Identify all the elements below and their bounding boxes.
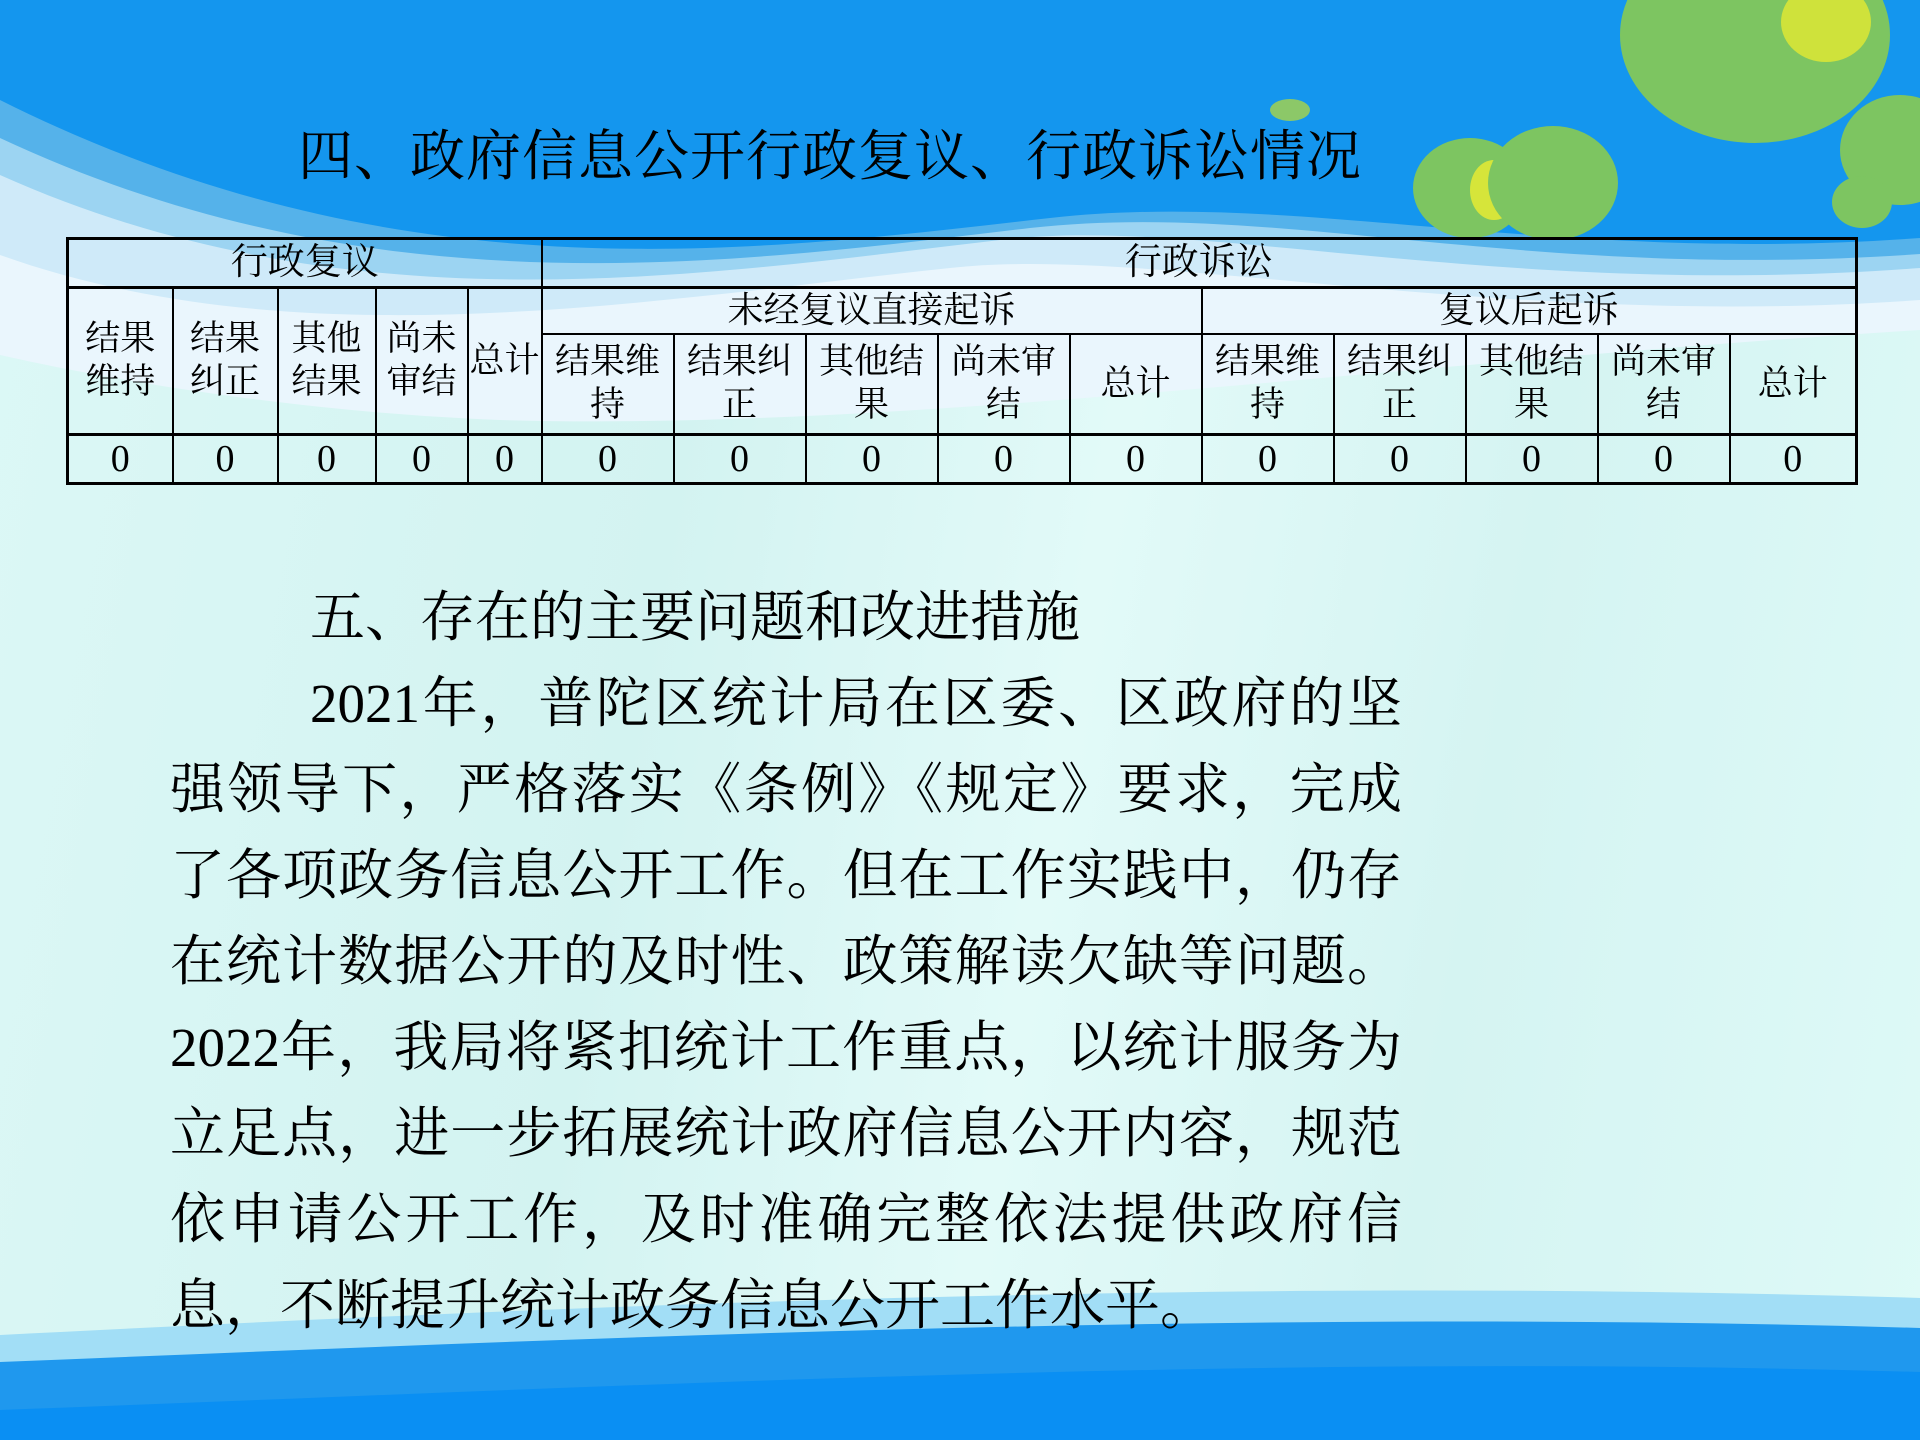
value-cell: 0 [376,434,468,483]
header-result-upheld: 结果维持 [68,288,173,435]
subgroup-header-suit-after-review: 复议后起诉 [1202,288,1857,334]
value-cell: 0 [1466,434,1598,483]
header-result-corrected: 结果纠正 [173,288,278,435]
decor-circle-green-tiny [1832,176,1892,228]
header-total: 总计 [468,288,542,435]
header-total: 总计 [1070,334,1202,435]
header-pending: 尚未审结 [376,288,468,435]
value-cell: 0 [1334,434,1466,483]
header-pending: 尚未审结 [1598,334,1730,435]
header-other-result: 其他结果 [278,288,376,435]
header-pending: 尚未审结 [938,334,1070,435]
value-cell: 0 [1070,434,1202,483]
section-body: 2021年，普陀区统计局在区委、区政府的坚强领导下，严格落实《条例》《规定》要求，完成了各项政务信息公开工作。但在工作实践中，仍存在统计数据公开的及时性、政策解读欠缺等问题。2022年，我局将紧扣统计工作重点，以统计服务为立足点，进一步拓展统计政府信息公开内容，规范依申请公开工作，及时准确完整依法提供政府信息，不断提升统计政务信息公开工作水平。 [170,673,1402,1336]
value-cell: 0 [1730,434,1857,483]
header-total: 总计 [1730,334,1857,435]
value-cell: 0 [674,434,806,483]
group-header-reconsideration: 行政复议 [68,239,542,288]
header-result-corrected: 结果纠正 [1334,334,1466,435]
value-cell: 0 [1202,434,1334,483]
slide-title: 四、政府信息公开行政复议、行政诉讼情况 [297,126,1362,187]
value-cell: 0 [468,434,542,483]
header-result-upheld: 结果维持 [1202,334,1334,435]
value-cell: 0 [173,434,278,483]
subgroup-header-direct-suit: 未经复议直接起诉 [542,288,1202,334]
value-cell: 0 [278,434,376,483]
section-heading: 五、存在的主要问题和改进措施 [310,587,1081,648]
value-cell: 0 [806,434,938,483]
value-cell: 0 [1598,434,1730,483]
group-header-litigation: 行政诉讼 [542,239,1857,288]
value-cell: 0 [938,434,1070,483]
value-cell: 0 [68,434,173,483]
value-cell: 0 [542,434,674,483]
section-five [170,575,1402,1349]
litigation-stats-table [66,237,1858,485]
header-other-result: 其他结果 [806,334,938,435]
header-other-result: 其他结果 [1466,334,1598,435]
header-result-upheld: 结果维持 [542,334,674,435]
header-result-corrected: 结果纠正 [674,334,806,435]
